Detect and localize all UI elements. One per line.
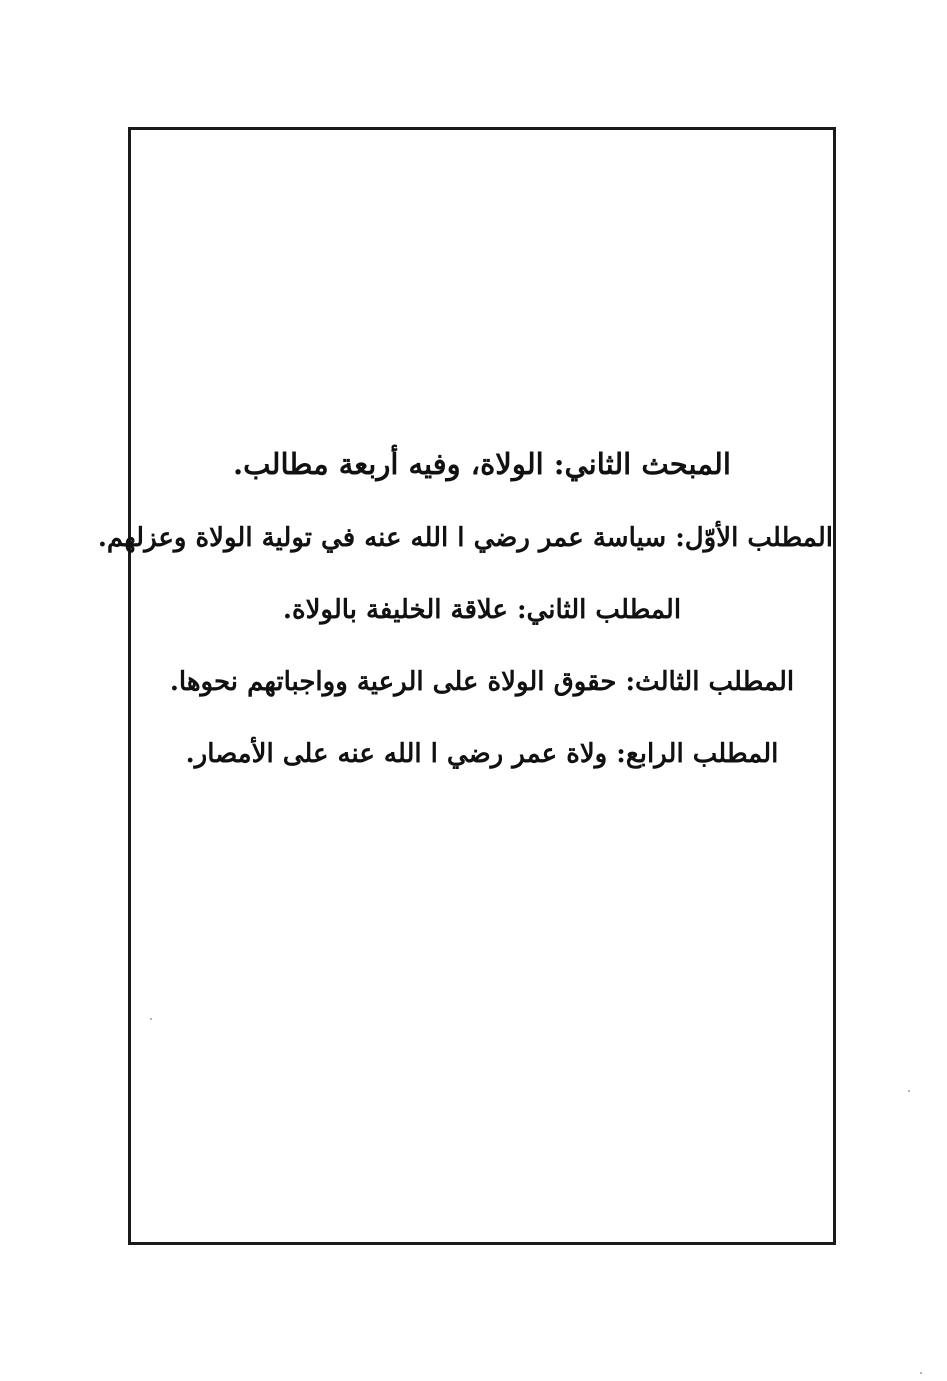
page-border-frame	[97, 127, 836, 1245]
subsection-item-1: المطلب الأوّل: سياسة عمر رضي ا الله عنه في تولية الولاة وعزلهم.	[97, 523, 833, 553]
subsection-item-3: المطلب الثالث: حقوق الولاة على الرعية وواجباتهم نحوها.	[169, 667, 795, 697]
scan-speck	[920, 1372, 922, 1374]
scan-speck	[908, 1090, 910, 1092]
section-title: المبحث الثاني: الولاة، وفيه أربعة مطالب.	[233, 447, 731, 481]
subsection-item-4: المطلب الرابع: ولاة عمر رضي ا الله عنه على الأمصار.	[185, 739, 779, 769]
scan-speck	[150, 1018, 152, 1020]
subsection-item-2: المطلب الثاني: علاقة الخليفة بالولاة.	[282, 595, 682, 625]
section-contents	[97, 445, 833, 807]
